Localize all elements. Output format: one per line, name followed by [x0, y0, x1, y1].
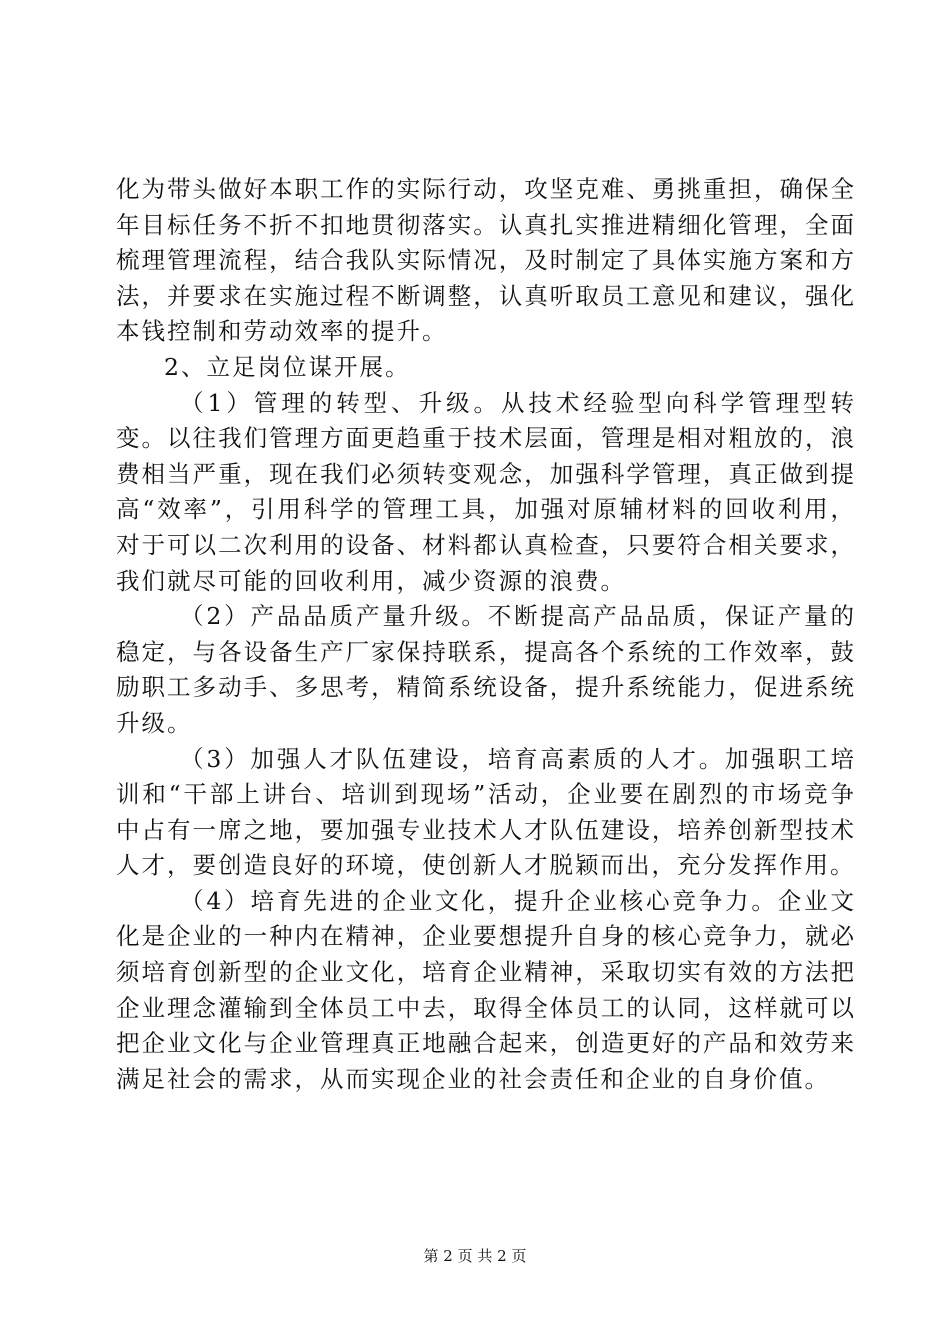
page-footer: 第 2 页 共 2 页: [423, 1247, 527, 1265]
paragraph-item-3: （3）加强人才队伍建设，培育高素质的人才。加强职工培训和“干部上讲台、培训到现场”活动，企业要在剧烈的市场竞争中占有一席之地，要加强专业技术人才队伍建设，培养创新型技术人才，要创造良好的环境，使创新人才脱颖而出，充分发挥作用。: [116, 744, 856, 880]
section-heading: 2、立足岗位谋开展。: [164, 352, 411, 381]
paragraph-item-4: （4）培育先进的企业文化，提升企业核心竞争力。企业文化是企业的一种内在精神，企业要想提升自身的核心竞争力，就必须培育创新型的企业文化，培育企业精神，采取切实有效的方法把企业理念灌输到全体员工中去，取得全体员工的认同，这样就可以把企业文化与企业管理真正地融合起来，创造更好的产品和效劳来满足社会的需求，从而实现企业的社会责任和企业的自身价值。: [116, 886, 856, 1093]
paragraph-item-1: （1）管理的转型、升级。从技术经验型向科学管理型转变。以往我们管理方面更趋重于技术层面，管理是相对粗放的，浪费相当严重，现在我们必须转变观念，加强科学管理，真正做到提高“效率”，引用科学的管理工具，加强对原辅材料的回收利用，对于可以二次利用的设备、材料都认真检查，只要符合相关要求，我们就尽可能的回收利用，减少资源的浪费。: [116, 388, 856, 595]
document-body: [116, 172, 856, 1097]
paragraph-item-2: （2）产品品质产量升级。不断提高产品品质，保证产量的稳定，与各设备生产厂家保持联系，提高各个系统的工作效率，鼓励职工多动手、多思考，精简系统设备，提升系统能力，促进系统升级。: [116, 602, 856, 737]
paragraph-continuation: 化为带头做好本职工作的实际行动，攻坚克难、勇挑重担，确保全年目标任务不折不扣地贯彻落实。认真扎实推进精细化管理，全面梳理管理流程，结合我队实际情况，及时制定了具体实施方案和方法，并要求在实施过程不断调整，认真听取员工意见和建议，强化本钱控制和劳动效率的提升。: [116, 175, 856, 346]
